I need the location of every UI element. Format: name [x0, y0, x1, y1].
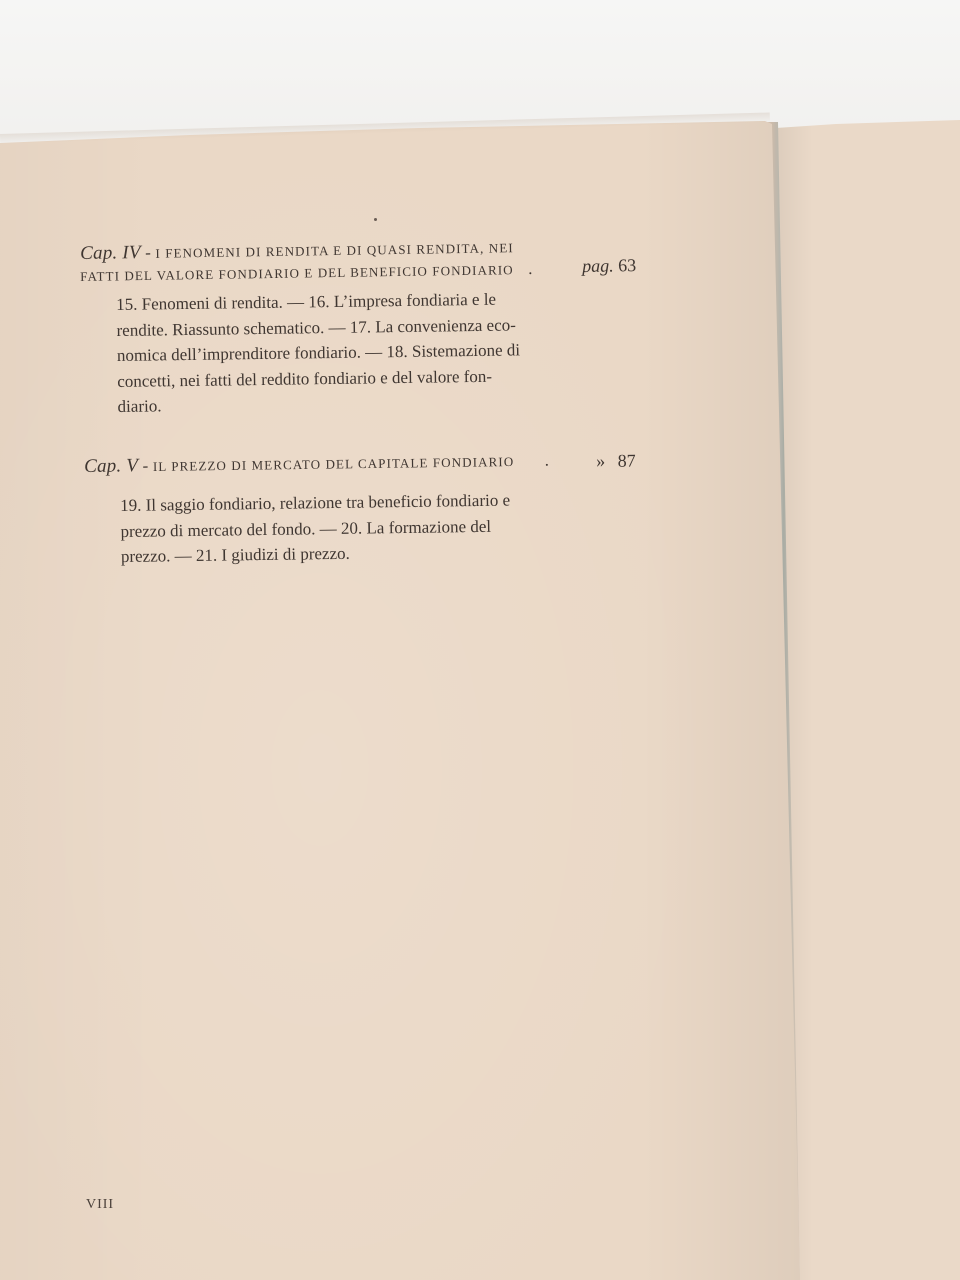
summary-line: nomica dell’imprenditore fondiario. — 18. Sistemazione di	[116, 340, 521, 365]
leader-dot: .	[544, 450, 550, 470]
chapter-title-line-1: I FENOMENI DI RENDITA E DI QUASI RENDITA, NEI	[155, 240, 514, 261]
page-prefix: »	[596, 450, 606, 471]
chapter-label: Cap. V	[84, 455, 139, 477]
chapter-separator: -	[142, 456, 149, 476]
page-number: 87	[617, 450, 636, 471]
ink-speck	[374, 218, 377, 221]
summary-line: prezzo di mercato del fondo. — 20. La formazione del	[120, 516, 492, 541]
chapter-separator: -	[144, 242, 152, 262]
page-prefix: pag.	[582, 255, 614, 276]
chapter-title: IL PREZZO DI MERCATO DEL CAPITALE FONDIARIO	[152, 453, 515, 475]
chapter-title-line-2: FATTI DEL VALORE FONDIARIO E DEL BENEFICIO FONDIARIO	[80, 262, 514, 284]
leader-dot: .	[527, 258, 533, 278]
summary-line: prezzo. — 21. I giudizi di prezzo.	[120, 543, 350, 566]
summary-line: 19. Il saggio fondiario, relazione tra beneficio fondiario e	[120, 490, 511, 515]
page-folio: VIII	[86, 1197, 115, 1212]
summary-line: concetti, nei fatti del reddito fondiario e del valore fon-	[117, 366, 493, 391]
summary-line: 15. Fenomeni di rendita. — 16. L’impresa fondiaria e le	[116, 289, 497, 314]
right-page	[776, 120, 960, 1280]
page-reference	[596, 450, 636, 472]
summary-line: diario.	[117, 396, 162, 416]
chapter-summary	[116, 286, 554, 420]
page-reference	[582, 255, 636, 277]
summary-line: rendite. Riassunto schematico. — 17. La convenienza eco-	[116, 314, 516, 340]
chapter-summary	[120, 487, 553, 570]
chapter-label: Cap. IV	[80, 242, 141, 264]
page-number: 63	[617, 255, 637, 276]
